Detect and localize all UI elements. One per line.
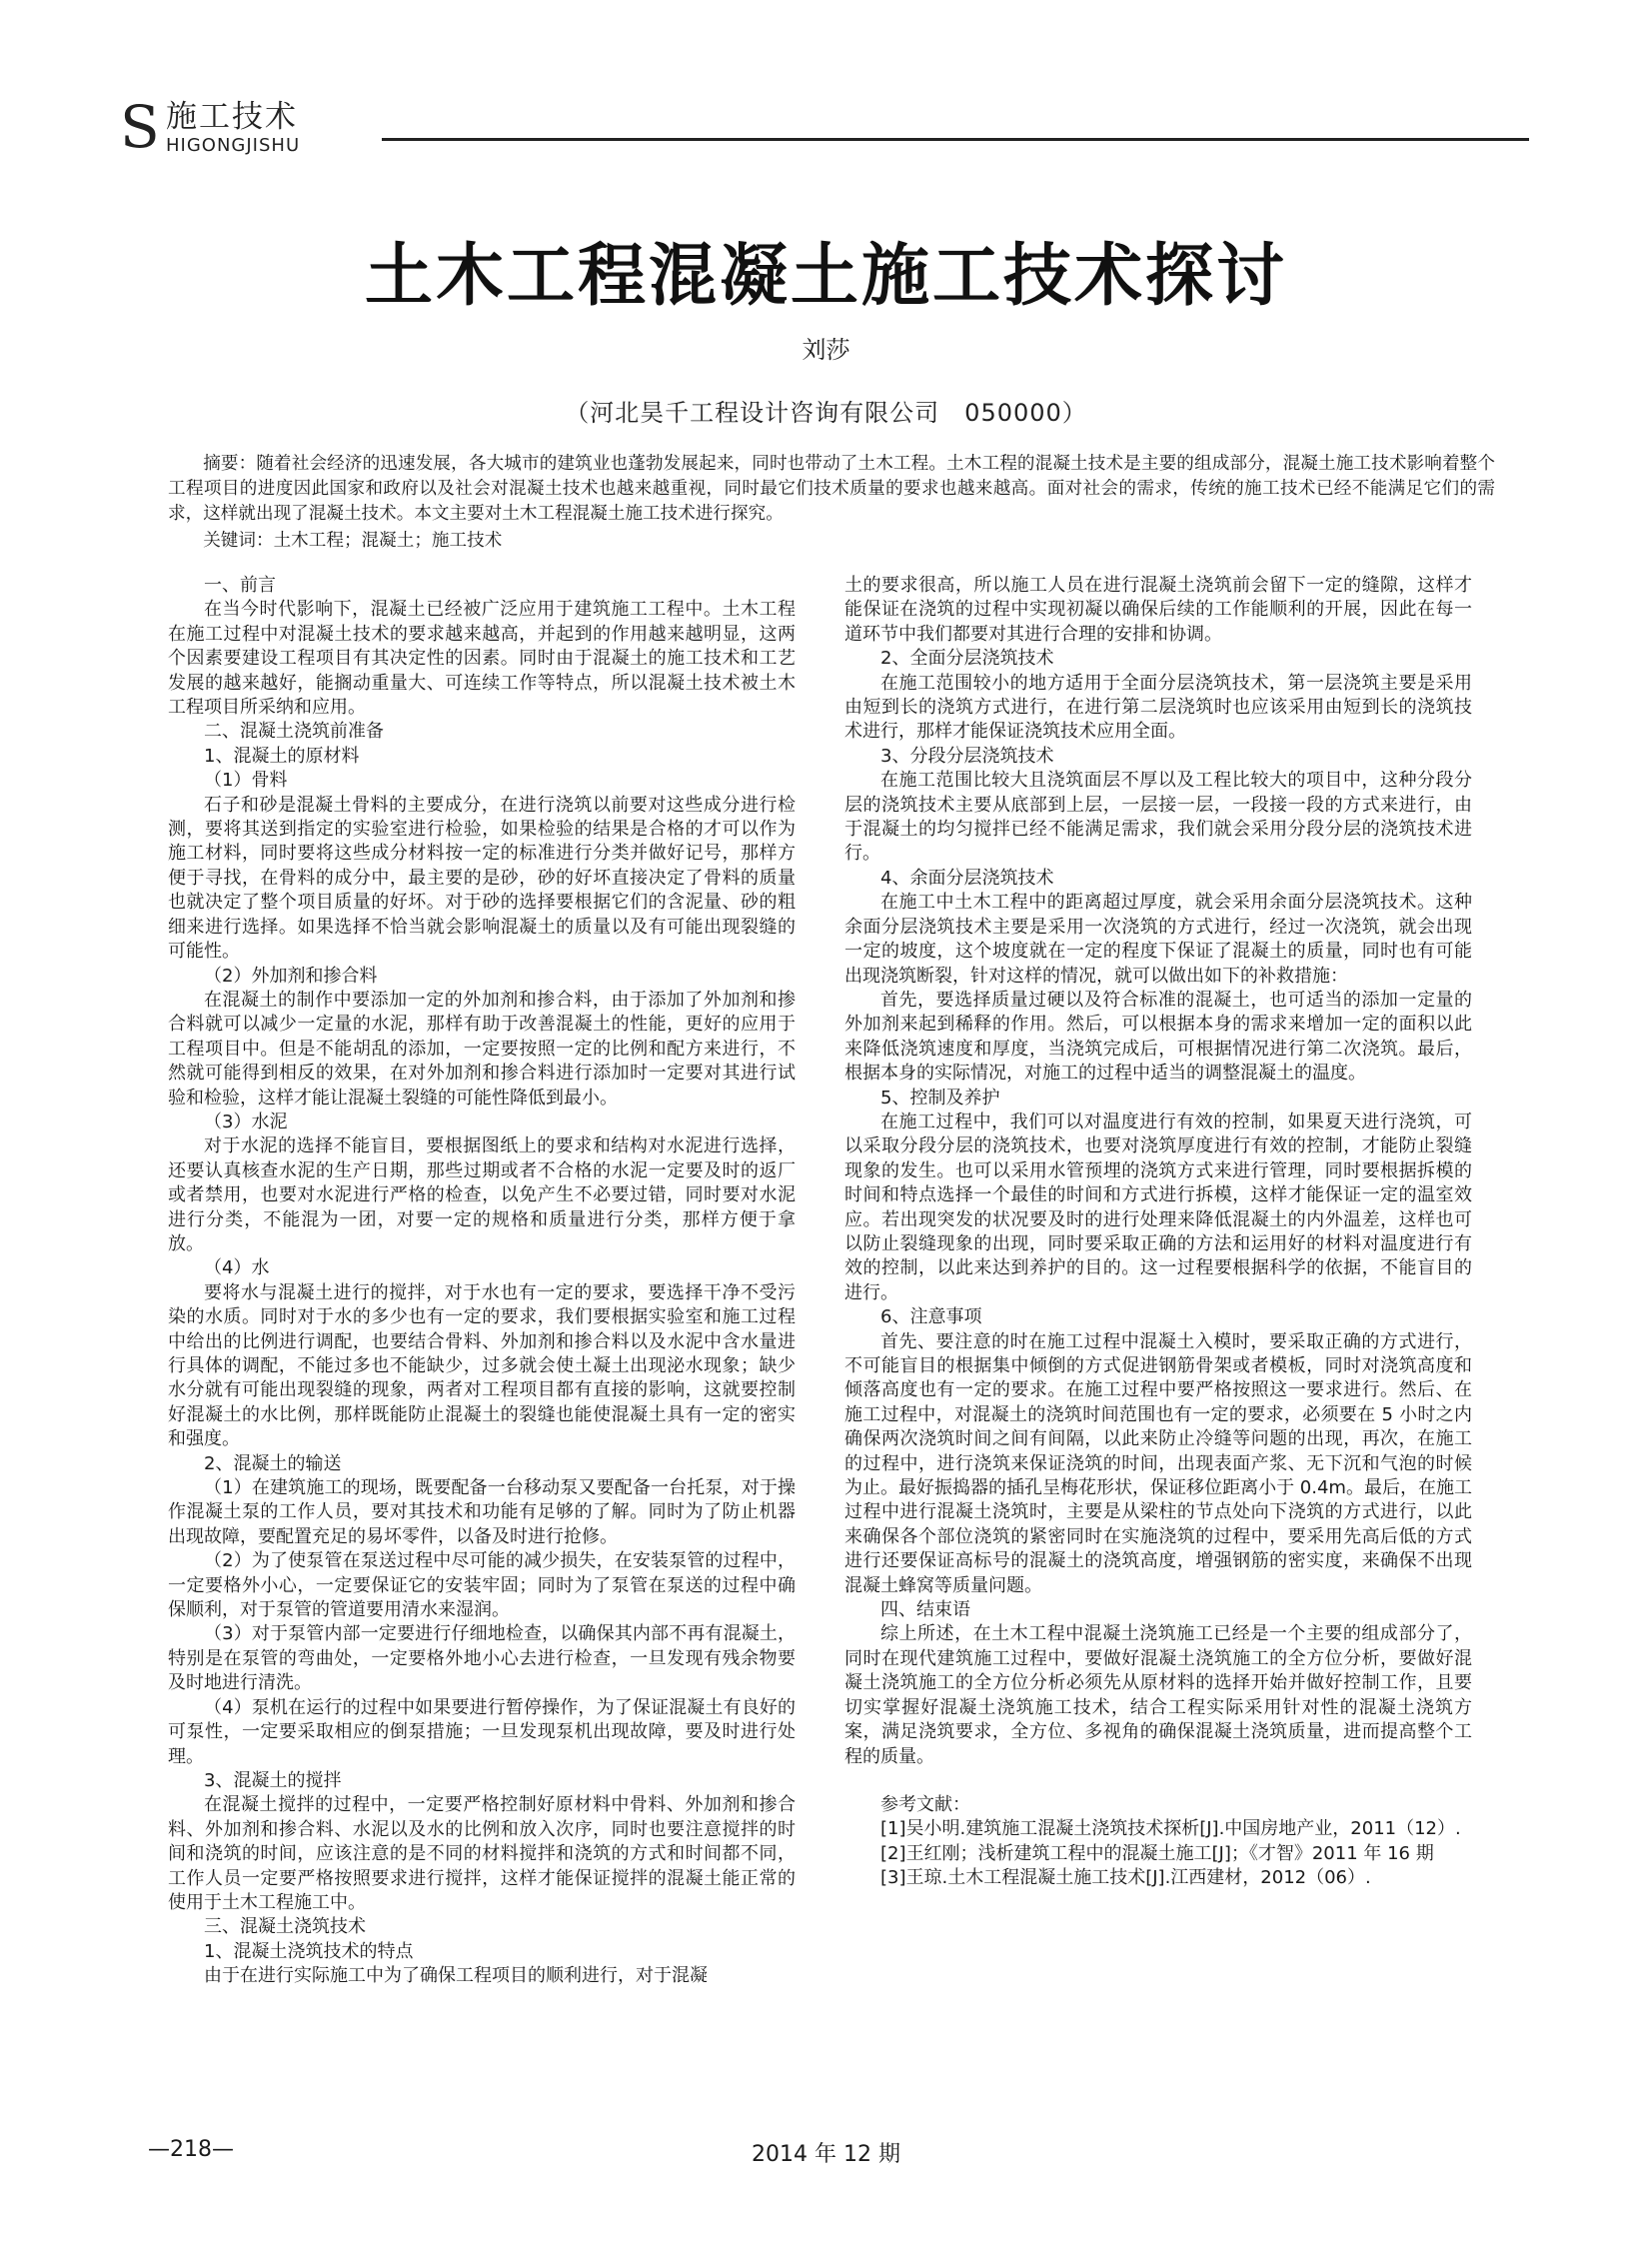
paragraph-para: 要将水与混凝土进行的搅拌，对于水也有一定的要求，要选择干净不受污染的水质。同时对于水的多少也有一定的要求，我们要根据实验室和施工过程中给出的比例进行调配，也要结合骨料、外加剂和掺合料以及水泥中含水量进行具体的调配，不能过多也不能缺少，过多就会使土凝土出现泌水现象；缺少水分就有可能出现裂缝的现象，两者对工程项目都有直接的影响，这就要控制好混凝土的水比例，那样既能防止混凝土的裂缝也能使混凝土具有一定的密实和强度。 (168, 1281, 796, 1450)
paragraph-heading: 2、混凝土的输送 (204, 1452, 342, 1474)
paragraph-para: 首先、要注意的时在施工过程中混凝土入模时，要采取正确的方式进行，不可能盲目的根据集中倾倒的方式促进钢筋骨架或者模板，同时对浇筑高度和倾落高度也有一定的要求。在施工过程中要严格按照这一要求进行。然后、在施工过程中，对混凝土的浇筑时间范围也有一定的要求，必须要在 5 小时之内确保两次浇筑时间之间有间隔，以此来防止冷缝等问题的出现，再次，在施工的过程中，进行浇筑来保证浇筑的时间，出现表面产浆、无下沉和气泡的时候为止。最好振捣器的插孔呈梅花形状，保证移位距离小于 0.4m。最后，在施工过程中进行混凝土浇筑时，主要是从梁柱的节点处向下浇筑的方式进行，以此来确保各个部位浇筑的紧密同时在实施浇筑的过程中，要采用先高后低的方式进行还要保证高标号的混凝土的浇筑高度，增强钢筋的密实度，来确保不出现混凝土蜂窝等质量问题。 (844, 1330, 1472, 1596)
section-name-pinyin: HIGONGJISHU (166, 135, 301, 156)
paragraph-heading: （1）骨料 (204, 770, 288, 792)
paragraph-para: （4）泵机在运行的过程中如果要进行暂停操作，为了保证混凝土有良好的可泵性，一定要采取相应的倒泵措施；一旦发现泵机出现故障，要及时进行处理。 (168, 1696, 796, 1767)
paragraph-heading: 三、混凝土浇筑技术 (204, 1916, 366, 1938)
body-column-right (844, 574, 1472, 1891)
paragraph-para: 由于在进行实际施工中为了确保工程项目的顺利进行，对于混凝 (204, 1965, 708, 1987)
paragraph-para: 在混凝土搅拌的过程中，一定要严格控制好原材料中骨料、外加剂和掺合料、外加剂和掺合料、水泥以及水的比例和放入次序，同时也要注意搅拌的时间和浇筑的时间，应该注意的是不同的材料搅拌和浇筑的方式和时间都不同，工作人员一定要严格按照要求进行搅拌，这样才能保证搅拌的混凝土能正常的使用于土木工程施工中。 (168, 1794, 796, 1913)
author-affiliation: （河北昊千工程设计咨询有限公司 050000） (565, 399, 1087, 427)
article-title: 土木工程混凝土施工技术探讨 (364, 237, 1287, 316)
paragraph-para: 在施工范围较小的地方适用于全面分层浇筑技术，第一层浇筑主要是采用由短到长的浇筑方式进行，在进行第二层浇筑时也应该采用由短到长的浇筑技术进行，那样才能保证浇筑技术应用全面。 (844, 672, 1472, 743)
paragraph-heading: 四、结束语 (880, 1599, 970, 1621)
paragraph-para: （1）在建筑施工的现场，既要配备一台移动泵又要配备一台托泵，对于操作混凝土泵的工作人员，要对其技术和功能有足够的了解。同时为了防止机器出现故障，要配置充足的易坏零件，以备及时进行抢修。 (168, 1477, 796, 1547)
body-column-left (168, 574, 796, 1989)
keywords: 关键词：土木工程；混凝土；施工技术 (203, 531, 503, 551)
paragraph-cont: 土的要求很高，所以施工人员在进行混凝土浇筑前会留下一定的缝隙，这样才能保证在浇筑的过程中实现初凝以确保后续的工作能顺利的开展，因此在每一道环节中我们都要对其进行合理的安排和协调。 (844, 575, 1472, 645)
paragraph-ref: [1]吴小明.建筑施工混凝土浇筑技术探析[J].中国房地产业，2011（12）. (880, 1818, 1461, 1840)
header-rule (382, 138, 1529, 141)
paragraph-heading: 5、控制及养护 (880, 1087, 1000, 1109)
paragraph-gap (844, 1769, 1472, 1793)
paragraph-para: 对于水泥的选择不能盲目，要根据图纸上的要求和结构对水泥进行选择，还要认真核查水泥的生产日期，那些过期或者不合格的水泥一定要及时的返厂或者禁用，也要对水泥进行严格的检查，以免产生不必要过错，同时要对水泥进行分类，不能混为一团，对要一定的规格和质量进行分类，那样方便于拿放。 (168, 1135, 796, 1254)
paragraph-heading: 二、混凝土浇筑前准备 (204, 721, 384, 743)
paragraph-para: 综上所述，在土木工程中混凝土浇筑施工已经是一个主要的组成部分了，同时在现代建筑施工过程中，要做好混凝土浇筑施工的全方位分析，要做好混凝土浇筑施工的全方位分析必须先从原材料的选择开始并做好控制工作，且要切实掌握好混凝土浇筑施工技术，结合工程实际采用针对性的混凝土浇筑方案，满足浇筑要求，全方位、多视角的确保混凝土浇筑质量，进而提高整个工程的质量。 (844, 1623, 1472, 1767)
paragraph-para: （2）为了使泵管在泵送过程中尽可能的减少损失，在安装泵管的过程中，一定要格外小心，一定要保证它的安装牢固；同时为了泵管在泵送的过程中确保顺利，对于泵管的管道要用清水来湿润。 (168, 1550, 796, 1621)
paragraph-para: （3）对于泵管内部一定要进行仔细地检查，以确保其内部不再有混凝土，特别是在泵管的弯曲处，一定要格外地小心去进行检查，一旦发现有残余物要及时地进行清洗。 (168, 1623, 796, 1694)
paragraph-heading: 一、前言 (204, 575, 276, 596)
paragraph-heading: 参考文献： (880, 1793, 970, 1815)
paragraph-para: 在施工过程中，我们可以对温度进行有效的控制，如果夏天进行浇筑，可以采取分段分层的浇筑技术，也要对浇筑厚度进行有效的控制，才能防止裂缝现象的发生。也可以采用水管预埋的浇筑方式来进行管理，同时要根据拆模的时间和特点选择一个最佳的时间和方式进行拆模，这样才能保证一定的温室效应。若出现突发的状况要及时的进行处理来降低混凝土的内外温差，这样也可以防止裂缝现象的出现，同时要采取正确的方法和运用好的材料对温度进行有效的控制，以此来达到养护的目的。这一过程要根据科学的依据，不能盲目的进行。 (844, 1111, 1472, 1303)
paragraph-heading: 6、注意事项 (880, 1306, 982, 1328)
section-name-cn: 施工技术 (166, 99, 298, 135)
paragraph-para: 在混凝土的制作中要添加一定的外加剂和掺合料，由于添加了外加剂和掺合料就可以减少一定量的水泥，那样有助于改善混凝土的性能，更好的应用于工程项目中。但是不能胡乱的添加，一定要按照一定的比例和配方来进行，不然就可能得到相反的效果，在对外加剂和掺合料进行添加时一定要对其进行试验和检验，这样才能让混凝土裂缝的可能性降低到最小。 (168, 989, 796, 1109)
paragraph-para: 在施工中土木工程中的距离超过厚度，就会采用余面分层浇筑技术。这种余面分层浇筑技术主要是采用一次浇筑的方式进行，经过一次浇筑，就会出现一定的坡度，这个坡度就在一定的程度下保证了混凝土的质量，同时也有可能出现浇筑断裂，针对这样的情况，就可以做出如下的补救措施： (844, 892, 1472, 987)
paragraph-heading: 4、余面分层浇筑技术 (880, 867, 1054, 889)
paragraph-heading: 1、混凝土的原材料 (204, 745, 360, 767)
page-number: —218— (148, 2137, 234, 2162)
section-logo-letter: S (120, 93, 160, 161)
paragraph-para: 石子和砂是混凝土骨料的主要成分，在进行浇筑以前要对这些成分进行检测，要将其送到指定的实验室进行检验，如果检验的结果是合格的才可以作为施工材料，同时要将这些成分材料按一定的标准进行分类并做好记号，那样方便于寻找，在骨料的成分中，最主要的是砂，砂的好坏直接决定了骨料的质量也就决定了整个项目质量的好坏。对于砂的选择要根据它们的含泥量、砂的粗细来进行选择。如果选择不恰当就会影响混凝土的质量以及有可能出现裂缝的可能性。 (168, 794, 796, 963)
paragraph-para: 在当今时代影响下，混凝土已经被广泛应用于建筑施工工程中。土木工程在施工过程中对混凝土技术的要求越来越高，并起到的作用越来越明显，这两个因素要建设工程项目有其决定性的因素。同时由于混凝土的施工技术和工艺发展的越来越好，能搁动重量大、可连续工作等特点，所以混凝土技术被土木工程项目所采纳和应用。 (168, 599, 796, 719)
paragraph-heading: 3、分段分层浇筑技术 (880, 745, 1054, 767)
paragraph-para: 首先，要选择质量过硬以及符合标准的混凝土，也可适当的添加一定量的外加剂来起到稀释的作用。然后，可以根据本身的需求来增加一定的面积以此来降低浇筑速度和厚度，当浇筑完成后，可根据情况进行第二次浇筑。最后，根据本身的实际情况，对施工的过程中适当的调整混凝土的温度。 (844, 989, 1472, 1085)
paragraph-heading: 2、全面分层浇筑技术 (880, 648, 1054, 670)
paragraph-heading: （2）外加剂和掺合料 (204, 965, 378, 987)
paragraph-ref: [3]王琼.土木工程混凝土施工技术[J].江西建材，2012（06）. (880, 1867, 1371, 1889)
issue-label: 2014 年 12 期 (752, 2142, 900, 2167)
abstract: 摘要：随着社会经济的迅速发展，各大城市的建筑业也蓬勃发展起来，同时也带动了土木工程。土木工程的混凝土技术是主要的组成部分，混凝土施工技术影响着整个工程项目的进度因此国家和政府以及社会对混凝土技术也越来越重视，同时最它们技术质量的要求也越来越高。面对社会的需求，传统的施工技术已经不能满足它们的需求，这样就出现了混凝土技术。本文主要对土木工程混凝土施工技术进行探究。 (168, 454, 1495, 524)
paragraph-heading: （3）水泥 (204, 1111, 288, 1132)
paragraph-heading: （4）水 (204, 1257, 270, 1279)
article-author: 刘莎 (802, 336, 850, 364)
paragraph-para: 在施工范围比较大且浇筑面层不厚以及工程比较大的项目中，这种分段分层的浇筑技术主要从底部到上层，一层接一层，一段接一段的方式来进行，由于混凝土的均匀搅拌已经不能满足需求，我们就会采用分段分层的浇筑技术进行。 (844, 770, 1472, 865)
paragraph-heading: 3、混凝土的搅拌 (204, 1769, 342, 1791)
paragraph-heading: 1、混凝土浇筑技术的特点 (204, 1940, 414, 1962)
paragraph-ref: [2]王红刚；浅析建筑工程中的混凝土施工[J]；《才智》2011 年 16 期 (880, 1842, 1434, 1864)
journal-section-header (120, 93, 1529, 161)
